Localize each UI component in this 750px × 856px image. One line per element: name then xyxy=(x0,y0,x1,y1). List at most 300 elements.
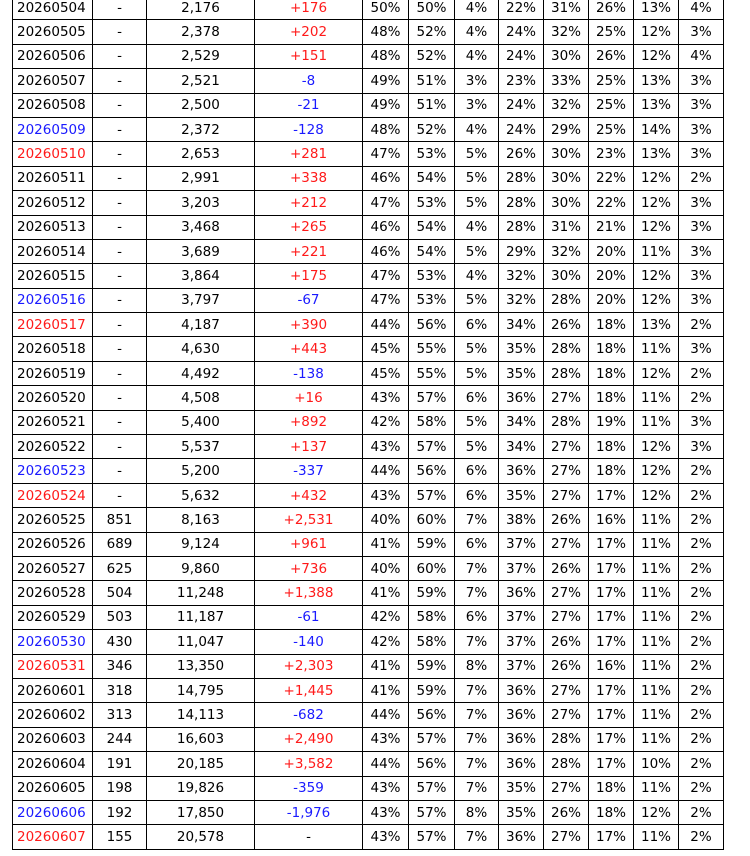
percent-cell: 24% xyxy=(499,117,544,141)
percent-cell: 26% xyxy=(589,0,634,20)
percent-cell: 11% xyxy=(634,776,679,800)
percent-cell: 7% xyxy=(455,508,499,532)
percent-cell: 37% xyxy=(499,556,544,580)
percent-cell: 3% xyxy=(679,239,724,263)
table-row xyxy=(13,142,724,166)
count-cell: - xyxy=(93,20,147,44)
percent-cell: 5% xyxy=(455,191,499,215)
data-table xyxy=(12,0,724,850)
change-cell: +16 xyxy=(255,386,363,410)
percent-cell: 28% xyxy=(544,288,589,312)
percent-cell: 5% xyxy=(455,239,499,263)
date-cell: 20260522 xyxy=(13,435,93,459)
percent-cell: 6% xyxy=(455,605,499,629)
date-cell: 20260531 xyxy=(13,654,93,678)
percent-cell: 57% xyxy=(409,776,455,800)
percent-cell: 2% xyxy=(679,166,724,190)
percent-cell: 2% xyxy=(679,386,724,410)
percent-cell: 25% xyxy=(589,93,634,117)
percent-cell: 6% xyxy=(455,532,499,556)
percent-cell: 11% xyxy=(634,239,679,263)
total-cell: 9,124 xyxy=(147,532,255,556)
percent-cell: 17% xyxy=(589,532,634,556)
count-cell: 155 xyxy=(93,825,147,849)
percent-cell: 54% xyxy=(409,239,455,263)
percent-cell: 29% xyxy=(499,239,544,263)
change-cell: -67 xyxy=(255,288,363,312)
table-row xyxy=(13,0,724,20)
percent-cell: 57% xyxy=(409,800,455,824)
percent-cell: 57% xyxy=(409,727,455,751)
percent-cell: 26% xyxy=(499,142,544,166)
change-cell: +175 xyxy=(255,264,363,288)
count-cell: - xyxy=(93,483,147,507)
table-row xyxy=(13,556,724,580)
percent-cell: 27% xyxy=(544,605,589,629)
total-cell: 3,689 xyxy=(147,239,255,263)
percent-cell: 4% xyxy=(679,44,724,68)
total-cell: 5,632 xyxy=(147,483,255,507)
percent-cell: 13% xyxy=(634,0,679,20)
change-cell: +212 xyxy=(255,191,363,215)
table-row xyxy=(13,93,724,117)
count-cell: 689 xyxy=(93,532,147,556)
percent-cell: 30% xyxy=(544,191,589,215)
percent-cell: 47% xyxy=(363,191,409,215)
percent-cell: 2% xyxy=(679,630,724,654)
percent-cell: 48% xyxy=(363,44,409,68)
percent-cell: 8% xyxy=(455,654,499,678)
change-cell: +2,531 xyxy=(255,508,363,532)
percent-cell: 59% xyxy=(409,678,455,702)
percent-cell: 53% xyxy=(409,264,455,288)
total-cell: 19,826 xyxy=(147,776,255,800)
date-cell: 20260508 xyxy=(13,93,93,117)
percent-cell: 17% xyxy=(589,483,634,507)
count-cell: 192 xyxy=(93,800,147,824)
count-cell: - xyxy=(93,264,147,288)
percent-cell: 7% xyxy=(455,825,499,849)
percent-cell: 41% xyxy=(363,654,409,678)
percent-cell: 42% xyxy=(363,410,409,434)
percent-cell: 22% xyxy=(589,191,634,215)
percent-cell: 27% xyxy=(544,386,589,410)
percent-cell: 36% xyxy=(499,459,544,483)
percent-cell: 17% xyxy=(589,556,634,580)
change-cell: -337 xyxy=(255,459,363,483)
date-cell: 20260524 xyxy=(13,483,93,507)
change-cell: -682 xyxy=(255,703,363,727)
percent-cell: 50% xyxy=(363,0,409,20)
table-row xyxy=(13,483,724,507)
count-cell: - xyxy=(93,410,147,434)
percent-cell: 56% xyxy=(409,703,455,727)
percent-cell: 2% xyxy=(679,703,724,727)
percent-cell: 30% xyxy=(544,166,589,190)
percent-cell: 3% xyxy=(679,69,724,93)
percent-cell: 37% xyxy=(499,654,544,678)
date-cell: 20260506 xyxy=(13,44,93,68)
change-cell: +736 xyxy=(255,556,363,580)
percent-cell: 11% xyxy=(634,508,679,532)
percent-cell: 2% xyxy=(679,825,724,849)
total-cell: 3,797 xyxy=(147,288,255,312)
percent-cell: 2% xyxy=(679,361,724,385)
table-row xyxy=(13,20,724,44)
percent-cell: 12% xyxy=(634,44,679,68)
percent-cell: 27% xyxy=(544,435,589,459)
percent-cell: 43% xyxy=(363,727,409,751)
percent-cell: 57% xyxy=(409,386,455,410)
total-cell: 5,400 xyxy=(147,410,255,434)
percent-cell: 18% xyxy=(589,776,634,800)
date-cell: 20260601 xyxy=(13,678,93,702)
percent-cell: 12% xyxy=(634,459,679,483)
percent-cell: 7% xyxy=(455,776,499,800)
percent-cell: 32% xyxy=(544,20,589,44)
percent-cell: 60% xyxy=(409,556,455,580)
table-row xyxy=(13,752,724,776)
count-cell: - xyxy=(93,215,147,239)
percent-cell: 3% xyxy=(679,435,724,459)
percent-cell: 43% xyxy=(363,776,409,800)
percent-cell: 40% xyxy=(363,508,409,532)
percent-cell: 27% xyxy=(544,703,589,727)
percent-cell: 27% xyxy=(544,581,589,605)
percent-cell: 48% xyxy=(363,20,409,44)
total-cell: 4,187 xyxy=(147,313,255,337)
table-row xyxy=(13,386,724,410)
table-row xyxy=(13,532,724,556)
percent-cell: 28% xyxy=(544,752,589,776)
table-row xyxy=(13,581,724,605)
percent-cell: 3% xyxy=(679,142,724,166)
count-cell: 198 xyxy=(93,776,147,800)
percent-cell: 2% xyxy=(679,800,724,824)
date-cell: 20260512 xyxy=(13,191,93,215)
date-cell: 20260514 xyxy=(13,239,93,263)
percent-cell: 6% xyxy=(455,459,499,483)
percent-cell: 2% xyxy=(679,556,724,580)
count-cell: 191 xyxy=(93,752,147,776)
percent-cell: 18% xyxy=(589,313,634,337)
percent-cell: 25% xyxy=(589,117,634,141)
total-cell: 2,521 xyxy=(147,69,255,93)
percent-cell: 20% xyxy=(589,288,634,312)
percent-cell: 12% xyxy=(634,20,679,44)
percent-cell: 58% xyxy=(409,410,455,434)
change-cell: +3,582 xyxy=(255,752,363,776)
percent-cell: 48% xyxy=(363,117,409,141)
percent-cell: 3% xyxy=(679,93,724,117)
count-cell: - xyxy=(93,93,147,117)
count-cell: - xyxy=(93,337,147,361)
total-cell: 20,578 xyxy=(147,825,255,849)
change-cell: +151 xyxy=(255,44,363,68)
percent-cell: 16% xyxy=(589,654,634,678)
table-row xyxy=(13,288,724,312)
percent-cell: 5% xyxy=(455,142,499,166)
percent-cell: 2% xyxy=(679,678,724,702)
percent-cell: 17% xyxy=(589,703,634,727)
percent-cell: 3% xyxy=(679,20,724,44)
percent-cell: 12% xyxy=(634,191,679,215)
percent-cell: 18% xyxy=(589,361,634,385)
percent-cell: 55% xyxy=(409,337,455,361)
percent-cell: 32% xyxy=(544,93,589,117)
table-row xyxy=(13,361,724,385)
total-cell: 17,850 xyxy=(147,800,255,824)
percent-cell: 43% xyxy=(363,483,409,507)
percent-cell: 24% xyxy=(499,93,544,117)
percent-cell: 32% xyxy=(499,264,544,288)
percent-cell: 12% xyxy=(634,361,679,385)
total-cell: 11,047 xyxy=(147,630,255,654)
count-cell: 503 xyxy=(93,605,147,629)
percent-cell: 6% xyxy=(455,386,499,410)
percent-cell: 26% xyxy=(544,630,589,654)
date-cell: 20260525 xyxy=(13,508,93,532)
percent-cell: 3% xyxy=(679,410,724,434)
percent-cell: 32% xyxy=(544,239,589,263)
count-cell: - xyxy=(93,239,147,263)
percent-cell: 28% xyxy=(544,727,589,751)
date-cell: 20260515 xyxy=(13,264,93,288)
percent-cell: 41% xyxy=(363,581,409,605)
count-cell: - xyxy=(93,142,147,166)
percent-cell: 34% xyxy=(499,410,544,434)
date-cell: 20260520 xyxy=(13,386,93,410)
date-cell: 20260602 xyxy=(13,703,93,727)
total-cell: 2,372 xyxy=(147,117,255,141)
percent-cell: 43% xyxy=(363,435,409,459)
percent-cell: 20% xyxy=(589,239,634,263)
date-cell: 20260513 xyxy=(13,215,93,239)
percent-cell: 11% xyxy=(634,727,679,751)
date-cell: 20260521 xyxy=(13,410,93,434)
percent-cell: 7% xyxy=(455,752,499,776)
table-row xyxy=(13,630,724,654)
percent-cell: 34% xyxy=(499,435,544,459)
percent-cell: 5% xyxy=(455,410,499,434)
percent-cell: 28% xyxy=(499,191,544,215)
change-cell: +281 xyxy=(255,142,363,166)
count-cell: - xyxy=(93,0,147,20)
percent-cell: 33% xyxy=(544,69,589,93)
percent-cell: 27% xyxy=(544,532,589,556)
total-cell: 9,860 xyxy=(147,556,255,580)
total-cell: 3,864 xyxy=(147,264,255,288)
percent-cell: 2% xyxy=(679,605,724,629)
percent-cell: 37% xyxy=(499,630,544,654)
percent-cell: 3% xyxy=(455,69,499,93)
percent-cell: 13% xyxy=(634,313,679,337)
percent-cell: 45% xyxy=(363,337,409,361)
percent-cell: 12% xyxy=(634,800,679,824)
total-cell: 8,163 xyxy=(147,508,255,532)
percent-cell: 17% xyxy=(589,581,634,605)
date-cell: 20260530 xyxy=(13,630,93,654)
percent-cell: 11% xyxy=(634,532,679,556)
date-cell: 20260529 xyxy=(13,605,93,629)
percent-cell: 16% xyxy=(589,508,634,532)
table-row xyxy=(13,727,724,751)
percent-cell: 44% xyxy=(363,752,409,776)
percent-cell: 30% xyxy=(544,142,589,166)
percent-cell: 41% xyxy=(363,678,409,702)
percent-cell: 3% xyxy=(455,93,499,117)
total-cell: 2,176 xyxy=(147,0,255,20)
percent-cell: 11% xyxy=(634,581,679,605)
count-cell: - xyxy=(93,313,147,337)
percent-cell: 14% xyxy=(634,117,679,141)
percent-cell: 28% xyxy=(499,166,544,190)
percent-cell: 11% xyxy=(634,605,679,629)
date-cell: 20260504 xyxy=(13,0,93,20)
change-cell: +2,490 xyxy=(255,727,363,751)
percent-cell: 46% xyxy=(363,166,409,190)
percent-cell: 34% xyxy=(499,313,544,337)
percent-cell: 5% xyxy=(455,361,499,385)
percent-cell: 7% xyxy=(455,556,499,580)
percent-cell: 20% xyxy=(589,264,634,288)
table-row xyxy=(13,410,724,434)
percent-cell: 2% xyxy=(679,776,724,800)
total-cell: 2,529 xyxy=(147,44,255,68)
change-cell: -359 xyxy=(255,776,363,800)
percent-cell: 11% xyxy=(634,630,679,654)
count-cell: - xyxy=(93,361,147,385)
percent-cell: 2% xyxy=(679,752,724,776)
table-row xyxy=(13,776,724,800)
percent-cell: 41% xyxy=(363,532,409,556)
percent-cell: 13% xyxy=(634,142,679,166)
percent-cell: 42% xyxy=(363,605,409,629)
percent-cell: 27% xyxy=(544,678,589,702)
change-cell: -21 xyxy=(255,93,363,117)
count-cell: - xyxy=(93,288,147,312)
percent-cell: 11% xyxy=(634,825,679,849)
date-cell: 20260517 xyxy=(13,313,93,337)
count-cell: 625 xyxy=(93,556,147,580)
percent-cell: 53% xyxy=(409,288,455,312)
percent-cell: 59% xyxy=(409,581,455,605)
percent-cell: 51% xyxy=(409,93,455,117)
total-cell: 13,350 xyxy=(147,654,255,678)
change-cell: +176 xyxy=(255,0,363,20)
percent-cell: 17% xyxy=(589,727,634,751)
percent-cell: 4% xyxy=(455,44,499,68)
count-cell: 430 xyxy=(93,630,147,654)
table-row xyxy=(13,703,724,727)
percent-cell: 43% xyxy=(363,825,409,849)
percent-cell: 60% xyxy=(409,508,455,532)
percent-cell: 30% xyxy=(544,44,589,68)
change-cell: +1,388 xyxy=(255,581,363,605)
percent-cell: 12% xyxy=(634,264,679,288)
percent-cell: 36% xyxy=(499,678,544,702)
percent-cell: 12% xyxy=(634,483,679,507)
percent-cell: 3% xyxy=(679,337,724,361)
percent-cell: 49% xyxy=(363,93,409,117)
date-cell: 20260519 xyxy=(13,361,93,385)
percent-cell: 24% xyxy=(499,20,544,44)
percent-cell: 11% xyxy=(634,556,679,580)
count-cell: - xyxy=(93,69,147,93)
table-row xyxy=(13,825,724,849)
percent-cell: 52% xyxy=(409,20,455,44)
change-cell: -138 xyxy=(255,361,363,385)
percent-cell: 57% xyxy=(409,483,455,507)
percent-cell: 44% xyxy=(363,313,409,337)
percent-cell: 8% xyxy=(455,800,499,824)
percent-cell: 56% xyxy=(409,459,455,483)
table-row xyxy=(13,166,724,190)
percent-cell: 27% xyxy=(544,776,589,800)
percent-cell: 52% xyxy=(409,117,455,141)
change-cell: - xyxy=(255,825,363,849)
total-cell: 5,200 xyxy=(147,459,255,483)
percent-cell: 2% xyxy=(679,532,724,556)
percent-cell: 58% xyxy=(409,630,455,654)
percent-cell: 5% xyxy=(455,288,499,312)
data-table-container xyxy=(12,0,724,850)
total-cell: 2,378 xyxy=(147,20,255,44)
percent-cell: 59% xyxy=(409,654,455,678)
percent-cell: 6% xyxy=(455,483,499,507)
percent-cell: 7% xyxy=(455,678,499,702)
count-cell: - xyxy=(93,191,147,215)
date-cell: 20260509 xyxy=(13,117,93,141)
percent-cell: 58% xyxy=(409,605,455,629)
percent-cell: 7% xyxy=(455,727,499,751)
percent-cell: 50% xyxy=(409,0,455,20)
percent-cell: 18% xyxy=(589,435,634,459)
percent-cell: 54% xyxy=(409,215,455,239)
total-cell: 3,203 xyxy=(147,191,255,215)
percent-cell: 37% xyxy=(499,605,544,629)
date-cell: 20260507 xyxy=(13,69,93,93)
total-cell: 4,508 xyxy=(147,386,255,410)
percent-cell: 53% xyxy=(409,191,455,215)
percent-cell: 28% xyxy=(544,337,589,361)
percent-cell: 7% xyxy=(455,703,499,727)
percent-cell: 27% xyxy=(544,483,589,507)
percent-cell: 38% xyxy=(499,508,544,532)
percent-cell: 44% xyxy=(363,459,409,483)
percent-cell: 11% xyxy=(634,410,679,434)
date-cell: 20260606 xyxy=(13,800,93,824)
percent-cell: 2% xyxy=(679,483,724,507)
change-cell: -128 xyxy=(255,117,363,141)
total-cell: 5,537 xyxy=(147,435,255,459)
percent-cell: 47% xyxy=(363,142,409,166)
table-row xyxy=(13,337,724,361)
percent-cell: 51% xyxy=(409,69,455,93)
date-cell: 20260516 xyxy=(13,288,93,312)
percent-cell: 17% xyxy=(589,678,634,702)
table-row xyxy=(13,508,724,532)
percent-cell: 13% xyxy=(634,69,679,93)
percent-cell: 4% xyxy=(455,117,499,141)
percent-cell: 56% xyxy=(409,752,455,776)
percent-cell: 36% xyxy=(499,386,544,410)
table-row xyxy=(13,313,724,337)
percent-cell: 24% xyxy=(499,44,544,68)
table-body xyxy=(13,0,724,849)
change-cell: +221 xyxy=(255,239,363,263)
total-cell: 2,500 xyxy=(147,93,255,117)
